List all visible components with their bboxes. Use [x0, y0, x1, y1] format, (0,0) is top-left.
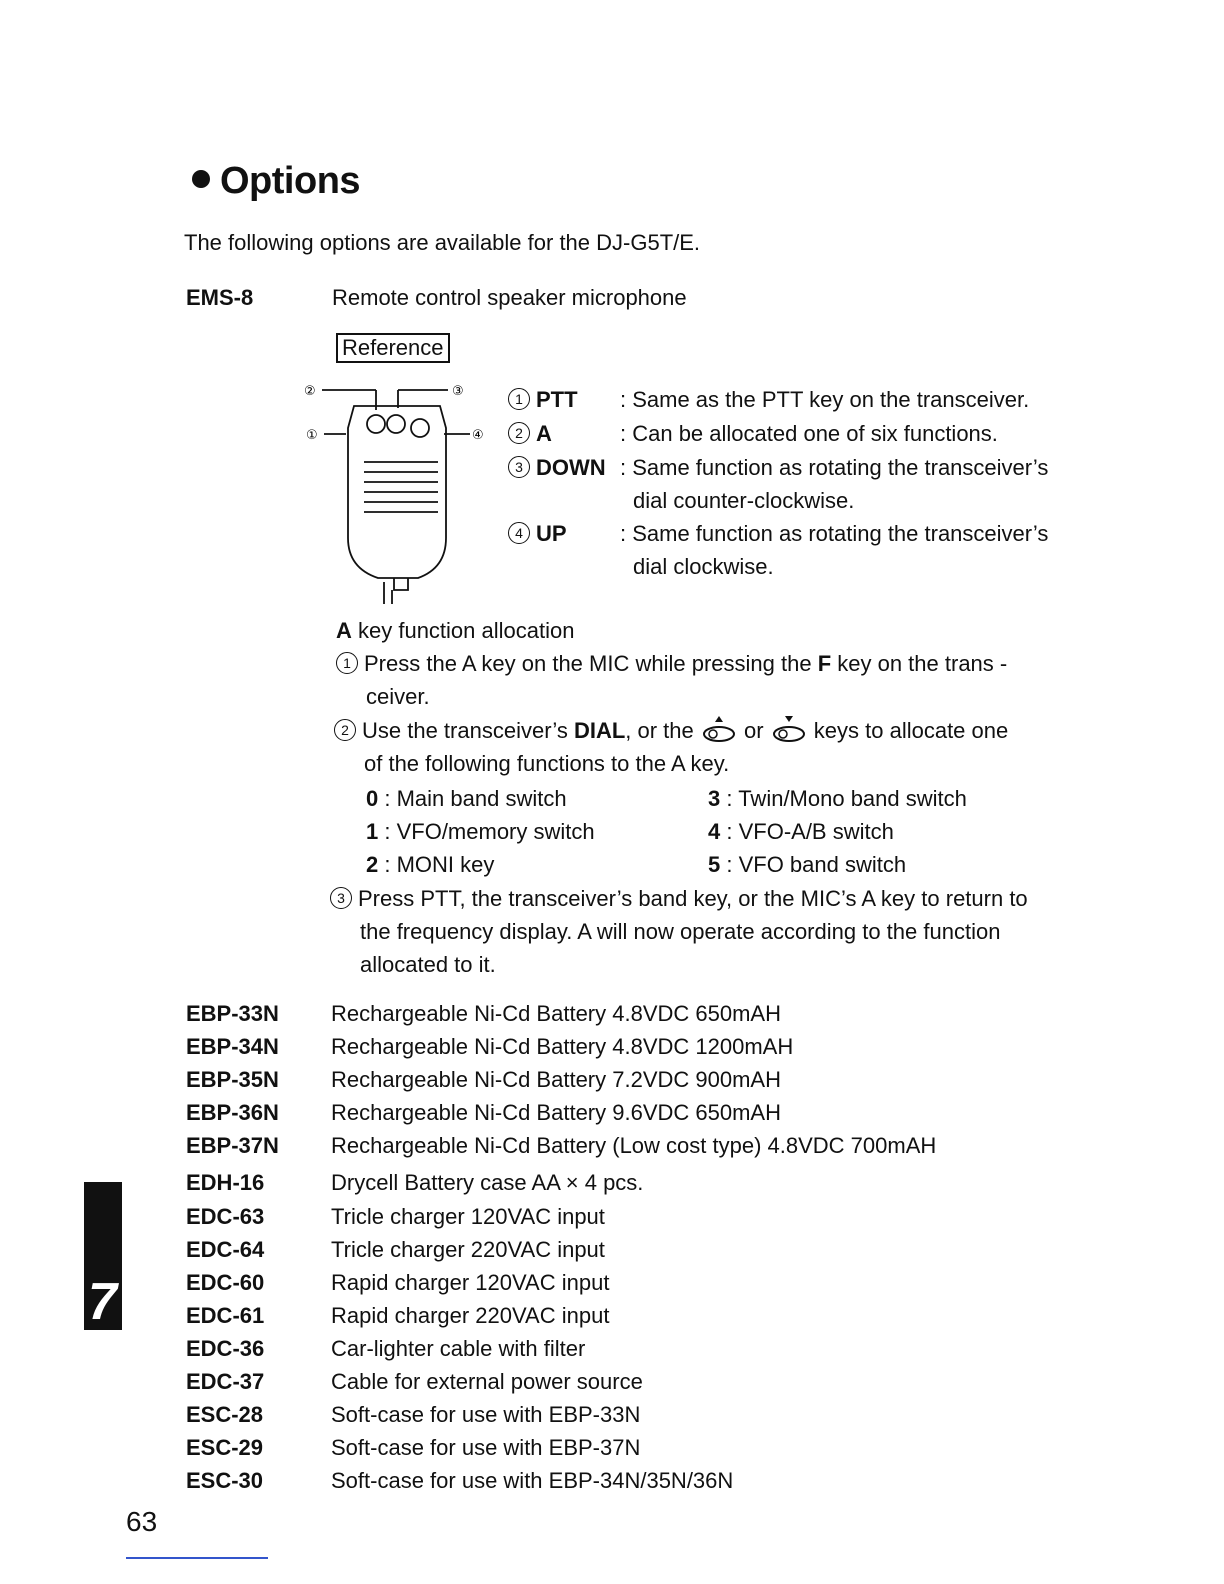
bullet-icon [192, 170, 210, 188]
function-0: 0 : Main band switch [366, 786, 567, 811]
callout-2: ② [304, 384, 316, 399]
option-code: EDC-63 [186, 1204, 265, 1229]
option-desc: Rechargeable Ni-Cd Battery 4.8VDC 1200mAH [331, 1034, 794, 1059]
allocation-title: A key function allocation [336, 618, 575, 643]
step-2: 2 Use the transceiver’s DIAL, or the or keys to allocate one [334, 717, 1008, 747]
ems-desc: Remote control speaker microphone [332, 285, 687, 310]
option-desc: Rechargeable Ni-Cd Battery 7.2VDC 900mAH [331, 1067, 781, 1092]
function-4: 4 : VFO-A/B switch [708, 819, 894, 844]
option-desc: Rapid charger 220VAC input [331, 1303, 610, 1328]
callout-3: ③ [452, 384, 464, 399]
option-desc: Rechargeable Ni-Cd Battery 4.8VDC 650mAH [331, 1001, 781, 1026]
option-code: EDC-64 [186, 1237, 265, 1262]
callout-1: ① [306, 428, 318, 443]
step-1-line2: ceiver. [366, 684, 430, 709]
option-desc: Drycell Battery case AA × 4 pcs. [331, 1170, 644, 1195]
option-code: EDC-37 [186, 1369, 265, 1394]
page-title: Options [192, 160, 360, 203]
footer-rule [126, 1557, 268, 1559]
key-desc-up: : Same function as rotating the transceiver’s [620, 521, 1049, 546]
option-code: EBP-33N [186, 1001, 279, 1026]
function-5: 5 : VFO band switch [708, 852, 907, 877]
callout-4: ④ [472, 428, 484, 443]
section-tab: 7 [84, 1182, 122, 1330]
step-3: 3 Press PTT, the transceiver’s band key, or the MIC’s A key to return to [330, 886, 1028, 912]
option-desc: Rechargeable Ni-Cd Battery (Low cost type) 4.8VDC 700mAH [331, 1133, 937, 1158]
key-row-a: 2 A [508, 421, 552, 447]
option-code: ESC-29 [186, 1435, 264, 1460]
option-desc: Cable for external power source [331, 1369, 643, 1394]
key-desc-ptt: : Same as the PTT key on the transceiver. [620, 387, 1030, 412]
key-desc-down-2: dial counter-clockwise. [633, 488, 855, 513]
step-3-line2: the frequency display. A will now operate according to the function [360, 919, 1001, 944]
up-key-icon [700, 714, 738, 744]
option-desc: Rapid charger 120VAC input [331, 1270, 610, 1295]
option-desc: Soft-case for use with EBP-33N [331, 1402, 641, 1427]
key-desc-up-2: dial clockwise. [633, 554, 774, 579]
option-desc: Tricle charger 220VAC input [331, 1237, 605, 1262]
option-code: EDC-61 [186, 1303, 265, 1328]
step-3-line3: allocated to it. [360, 952, 496, 977]
option-code: EBP-35N [186, 1067, 279, 1092]
function-2: 2 : MONI key [366, 852, 495, 877]
option-code: ESC-30 [186, 1468, 264, 1493]
function-3: 3 : Twin/Mono band switch [708, 786, 967, 811]
key-desc-a: : Can be allocated one of six functions. [620, 421, 998, 446]
option-code: EBP-34N [186, 1034, 279, 1059]
key-row-down: 3 DOWN [508, 455, 606, 481]
option-code: EBP-37N [186, 1133, 279, 1158]
down-key-icon [770, 714, 808, 744]
step-2-line2: of the following functions to the A key. [364, 751, 730, 776]
option-code: EDC-36 [186, 1336, 265, 1361]
function-1: 1 : VFO/memory switch [366, 819, 595, 844]
option-desc: Rechargeable Ni-Cd Battery 9.6VDC 650mAH [331, 1100, 781, 1125]
key-row-up: 4 UP [508, 521, 567, 547]
option-desc: Tricle charger 120VAC input [331, 1204, 605, 1229]
page-number: 63 [126, 1506, 158, 1537]
ems-code: EMS-8 [186, 285, 254, 310]
key-desc-down: : Same function as rotating the transceiver’s [620, 455, 1049, 480]
option-desc: Car-lighter cable with filter [331, 1336, 586, 1361]
intro-text: The following options are available for the DJ-G5T/E. [184, 230, 701, 255]
microphone-diagram [298, 378, 498, 608]
option-desc: Soft-case for use with EBP-34N/35N/36N [331, 1468, 734, 1493]
option-desc: Soft-case for use with EBP-37N [331, 1435, 641, 1460]
step-1: 1 Press the A key on the MIC while pressing the F key on the trans - [336, 651, 1007, 677]
reference-label: Reference [336, 333, 450, 363]
option-code: EDH-16 [186, 1170, 265, 1195]
option-code: ESC-28 [186, 1402, 264, 1427]
key-row-ptt: 1 PTT [508, 387, 578, 413]
option-code: EBP-36N [186, 1100, 279, 1125]
option-code: EDC-60 [186, 1270, 265, 1295]
